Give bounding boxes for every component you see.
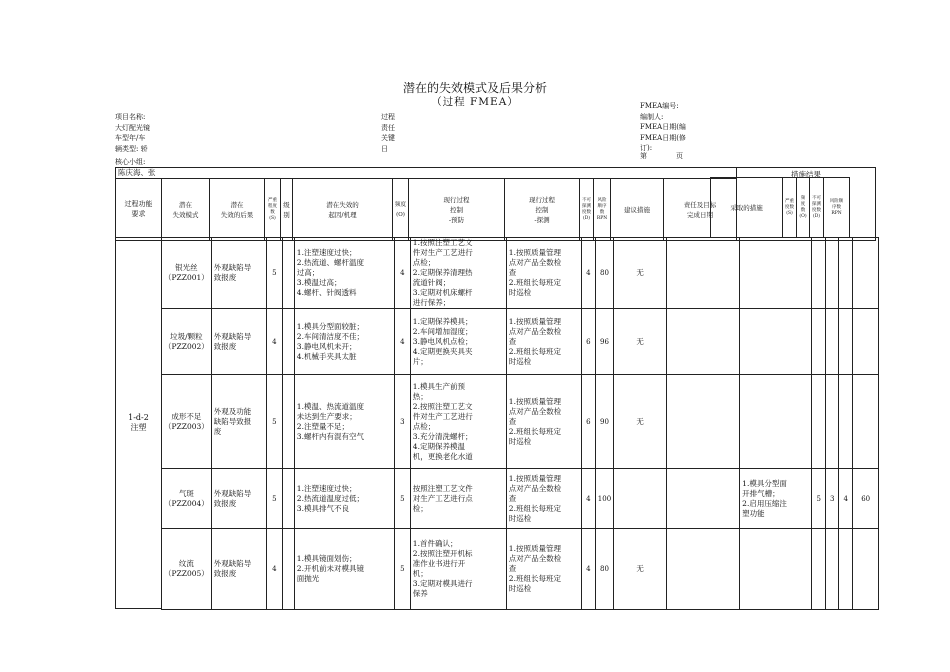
failure-mode: 纹流 （PZZ005）	[162, 529, 212, 610]
severity-header: 严重 程度 数 (S)	[265, 179, 281, 241]
class-value	[282, 469, 294, 529]
table-row	[162, 238, 879, 309]
process-label: 过程	[381, 113, 395, 121]
new-occurrence-value	[826, 529, 839, 610]
new-rpn-value	[853, 309, 879, 375]
detection-control: 1.按照质量管理 点对产品全数检 查 2.班组长每班定 时巡检	[506, 238, 581, 309]
document-title: 潜在的失效模式及后果分析	[402, 81, 547, 95]
severity-value: 4	[266, 309, 282, 375]
prevention-header: 现行过程 控制 -预防	[409, 179, 505, 241]
rpn-value: 80	[595, 238, 613, 309]
failure-cause: 1.模具镜面划伤； 2.开机前未对模具镜 面抛光	[294, 529, 394, 610]
occurrence-value: 5	[394, 529, 410, 610]
table-row	[162, 529, 879, 610]
failure-mode: 垃圾/颗粒 （PZZ002）	[162, 309, 212, 375]
new-detectability-value: 4	[839, 469, 853, 529]
rpn-value: 96	[595, 309, 613, 375]
responsibility-value	[667, 238, 740, 309]
project-label: 项目名称:	[115, 113, 146, 121]
action-taken	[740, 375, 812, 469]
function-header: 过程功能 要求	[124, 200, 153, 218]
recommended-action: 无	[614, 375, 667, 469]
new-detectability-header: 不可 探测 度数 (D)	[810, 178, 824, 238]
failure-effect: 外观缺陷导 致报废	[211, 529, 266, 610]
rpn-value: 100	[595, 469, 613, 529]
responsibility-header: 责任及目标 完成日期	[664, 179, 737, 241]
new-rpn-value	[853, 529, 879, 610]
detectability-value: 6	[581, 309, 595, 375]
class-value	[282, 238, 294, 309]
new-severity-header: 严重 度数 (S)	[783, 178, 797, 238]
results-subheader	[710, 177, 850, 238]
new-occurrence-value	[826, 238, 839, 309]
header-mid	[381, 112, 395, 154]
severity-value: 4	[266, 529, 282, 610]
occurrence-value: 3	[394, 375, 410, 469]
core-team-label: 核心小组:	[115, 158, 146, 166]
severity-value: 5	[266, 375, 282, 469]
failure-effect: 外观缺陷导 致报废	[211, 309, 266, 375]
table-row	[162, 375, 879, 469]
prevention-control: 按照注塑工艺文件 对生产工艺进行点 检；	[410, 469, 506, 529]
new-severity-value: 5	[812, 469, 826, 529]
severity-value: 5	[266, 469, 282, 529]
recommended-header: 建议措施	[611, 179, 664, 241]
fmea-number-label: FMEA编号:	[640, 102, 679, 110]
action-taken-header: 采取的措施	[711, 178, 783, 238]
action-taken	[740, 529, 812, 610]
key-label: 关键	[381, 134, 395, 143]
failure-cause: 1.模具分型面较脏； 2.车间清洁度不佳； 3.静电风机未开； 4.机械手夹具太脏	[294, 309, 394, 375]
team-members: 陈庆海、张	[116, 168, 162, 179]
new-rpn-value	[853, 238, 879, 309]
model-year-label: 车型年/车	[115, 134, 146, 143]
detectability-header: 不可 探测 度数 (D)	[580, 179, 594, 241]
responsibility-value	[667, 375, 740, 469]
occurrence-header: 频度 (O)	[393, 179, 409, 241]
project-value: 大灯配光镜	[115, 123, 150, 132]
new-detectability-value	[839, 375, 853, 469]
responsibility-value	[667, 529, 740, 610]
fmea-revision-label: FMEA日期(修	[640, 133, 686, 142]
results-header: 措施结果	[791, 170, 821, 179]
new-rpn-header: 风险顺 序数 RPN	[824, 178, 850, 238]
recommended-action: 无	[614, 238, 667, 309]
failure-cause: 1.模温、热流道温度 未达到生产要求； 2.注塑量不足； 3.螺杆内有混有空气	[294, 375, 394, 469]
function-cell: 1-d-2 注塑	[116, 238, 162, 609]
failure-cause: 1.注塑速度过快； 2.热流道、螺杆温度 过高； 3.模温过高； 4.螺杆、针阀透料	[294, 238, 394, 309]
prevention-control: 1.首件确认； 2.按照注塑开机标 准作业书进行开 机； 3.定期对模具进行 保养	[410, 529, 506, 610]
revision-suffix-label: 订):	[640, 144, 653, 153]
recommended-action: 无	[614, 529, 667, 610]
occurrence-value: 5	[394, 469, 410, 529]
failure-mode: 成形不足 （PZZ003）	[162, 375, 212, 469]
class-header: 级 别	[281, 179, 293, 241]
new-detectability-value	[839, 238, 853, 309]
cause-header: 潜在失效的 起因/机理	[293, 179, 393, 241]
prepared-by-label: 编制人:	[640, 112, 664, 121]
rpn-header: 风险 顺序 数 RPN	[594, 179, 611, 241]
action-taken	[740, 309, 812, 375]
new-occurrence-value: 3	[826, 469, 839, 529]
failure-mode: 银光丝 （PZZ001）	[162, 238, 212, 309]
detection-control: 1.按照质量管理 点对产品全数检 查 2.班组长每班定 时巡检	[506, 529, 581, 610]
responsibility-value	[667, 309, 740, 375]
prevention-control: 1.定期保养模具； 2.车间增加湿度； 3.静电风机点检； 4.定期更换夹具夹 片；	[410, 309, 506, 375]
recommended-action	[614, 469, 667, 529]
detectability-value: 6	[581, 375, 595, 469]
new-detectability-value	[839, 309, 853, 375]
failure-effect: 外观缺陷导 致报废	[211, 469, 266, 529]
fmea-date-label: FMEA日期(编	[640, 123, 686, 132]
detectability-value: 4	[581, 529, 595, 610]
function-body	[115, 237, 162, 609]
new-rpn-value: 60	[853, 469, 879, 529]
recommended-action: 无	[614, 309, 667, 375]
prevention-control: 1.模具生产前预 热； 2.按照注塑工艺文 件对生产工艺进行 点检； 3.充分清洗螺杆； 4.定期保养模温 机，更换老化水道	[410, 375, 506, 469]
new-occurrence-value	[826, 309, 839, 375]
class-value	[282, 309, 294, 375]
detection-control: 1.按照质量管理 点对产品全数检 查 2.班组长每班定 时巡检	[506, 469, 581, 529]
class-value	[282, 529, 294, 610]
header-right	[640, 101, 710, 154]
failure-mode-header: 潜在 失效模式	[162, 179, 210, 241]
detectability-value: 4	[581, 238, 595, 309]
new-severity-value	[812, 529, 826, 610]
detection-header: 现行过程 控制 -探测	[505, 179, 580, 241]
detection-control: 1.按照质量管理 点对产品全数检 查 2.班组长每班定 时巡检	[506, 309, 581, 375]
fmea-body	[161, 237, 879, 610]
failure-cause: 1.注塑速度过快； 2.热流道温度过低； 3.模具排气不良	[294, 469, 394, 529]
new-rpn-value	[853, 375, 879, 469]
detectability-value: 4	[581, 469, 595, 529]
new-severity-value	[812, 375, 826, 469]
effect-header: 潜在 失效的后果	[210, 179, 265, 241]
action-taken: 1.模具分型面 开排气槽； 2.启用压缩注 塑功能	[740, 469, 812, 529]
prevention-control: 1.按照注塑工艺文 件对生产工艺进行 点检； 2.定期保养清理热 流道针阀； 3.定期对机床螺杆 进行保养；	[410, 238, 506, 309]
responsibility-label: 责任	[381, 123, 395, 132]
rpn-value: 90	[595, 375, 613, 469]
occurrence-value: 4	[394, 309, 410, 375]
table-row	[162, 469, 879, 529]
occurrence-value: 4	[394, 238, 410, 309]
failure-effect: 外观及功能 缺陷导致报 废	[211, 375, 266, 469]
detection-control: 1.按照质量管理 点对产品全数检 查 2.班组长每班定 时巡检	[506, 375, 581, 469]
function-column	[116, 179, 162, 241]
failure-effect: 外观缺陷导 致报废	[211, 238, 266, 309]
class-value	[282, 375, 294, 469]
new-severity-value	[812, 238, 826, 309]
rpn-value: 80	[595, 529, 613, 610]
table-row	[162, 309, 879, 375]
date-label: 日	[381, 144, 388, 153]
failure-mode: 气斑 （PZZ004）	[162, 469, 212, 529]
page-label: 第	[640, 152, 647, 160]
new-detectability-value	[839, 529, 853, 610]
new-occurrence-header: 频 度 数 (O)	[797, 178, 810, 238]
responsibility-value	[667, 469, 740, 529]
page-unit-label: 页	[676, 152, 683, 160]
header-left	[115, 112, 150, 154]
vehicle-type-label: 辆类型: 轿	[115, 144, 148, 153]
new-severity-value	[812, 309, 826, 375]
new-occurrence-value	[826, 375, 839, 469]
severity-value: 5	[266, 238, 282, 309]
action-taken	[740, 238, 812, 309]
document-subtitle: （过程 FMEA）	[431, 96, 519, 108]
